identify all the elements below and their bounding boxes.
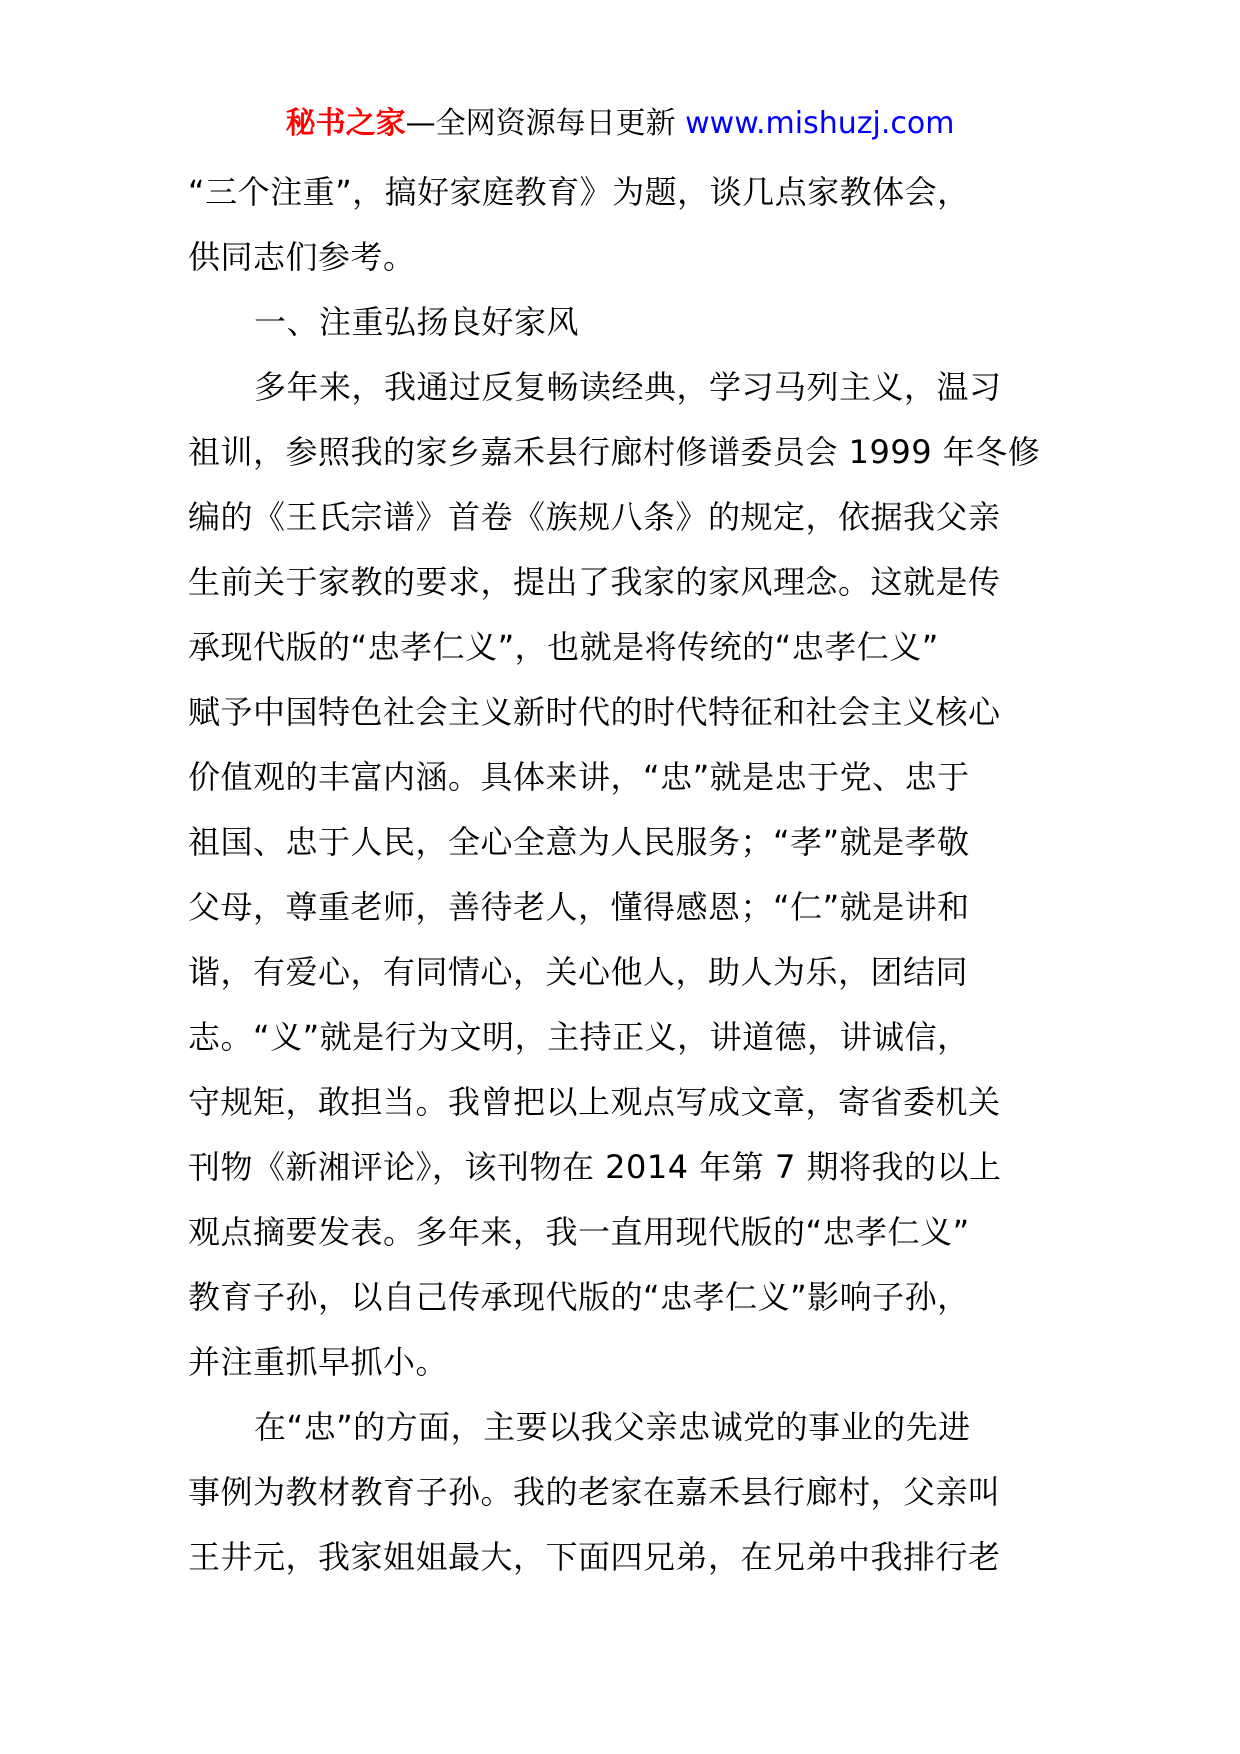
- site-tagline: —全网资源每日更新: [405, 106, 676, 141]
- site-brand: 秘书之家: [285, 106, 406, 141]
- text-line: 并注重抓早抓小。: [188, 1343, 449, 1381]
- text-line: 刊物《新湘评论》，该刊物在 2014 年第 7 期将我的以上: [188, 1148, 1002, 1186]
- text-line: 祖训，参照我的家乡嘉禾县行廊村修谱委员会 1999 年冬修: [188, 433, 1041, 471]
- text-line: 教育子孙，以自己传承现代版的“忠孝仁义”影响子孙，: [188, 1278, 970, 1316]
- text-line: 观点摘要发表。多年来，我一直用现代版的“忠孝仁义”: [188, 1213, 970, 1251]
- text-line: 多年来，我通过反复畅读经典，学习马列主义，温习: [254, 368, 1002, 406]
- section-heading: 一、注重弘扬良好家风: [254, 303, 580, 341]
- text-line: 生前关于家教的要求，提出了我家的家风理念。这就是传: [188, 563, 1001, 601]
- text-line: 供同志们参考。: [188, 238, 416, 276]
- text-line: 谐，有爱心，有同情心，关心他人，助人为乐，团结同: [188, 953, 969, 991]
- document-body: [188, 160, 1058, 1590]
- text-line: 祖国、忠于人民，全心全意为人民服务；“孝”就是孝敬: [188, 823, 970, 861]
- text-line: 编的《王氏宗谱》首卷《族规八条》的规定，依据我父亲: [188, 498, 1001, 536]
- text-line: 事例为教材教育子孙。我的老家在嘉禾县行廊村，父亲叫: [188, 1473, 1001, 1511]
- text-line: 守规矩，敢担当。我曾把以上观点写成文章，寄省委机关: [188, 1083, 1001, 1121]
- text-line: 价值观的丰富内涵。具体来讲，“忠”就是忠于党、忠于: [188, 758, 970, 796]
- site-url-link[interactable]: www.mishuzj.com: [685, 106, 955, 141]
- text-line: 赋予中国特色社会主义新时代的时代特征和社会主义核心: [188, 693, 1001, 731]
- text-line: 王井元，我家姐姐最大，下面四兄弟，在兄弟中我排行老: [188, 1538, 1001, 1576]
- text-line: 在“忠”的方面，主要以我父亲忠诚党的事业的先进: [254, 1408, 971, 1446]
- text-line: 承现代版的“忠孝仁义”，也就是将传统的“忠孝仁义”: [188, 628, 939, 666]
- text-line: 父母，尊重老师，善待老人，懂得感恩；“仁”就是讲和: [188, 888, 970, 926]
- text-line: 志。“义”就是行为文明，主持正义，讲道德，讲诚信，: [188, 1018, 970, 1056]
- text-line: “三个注重”，搞好家庭教育》为题，谈几点家教体会，: [188, 173, 970, 211]
- site-header: [0, 104, 1240, 144]
